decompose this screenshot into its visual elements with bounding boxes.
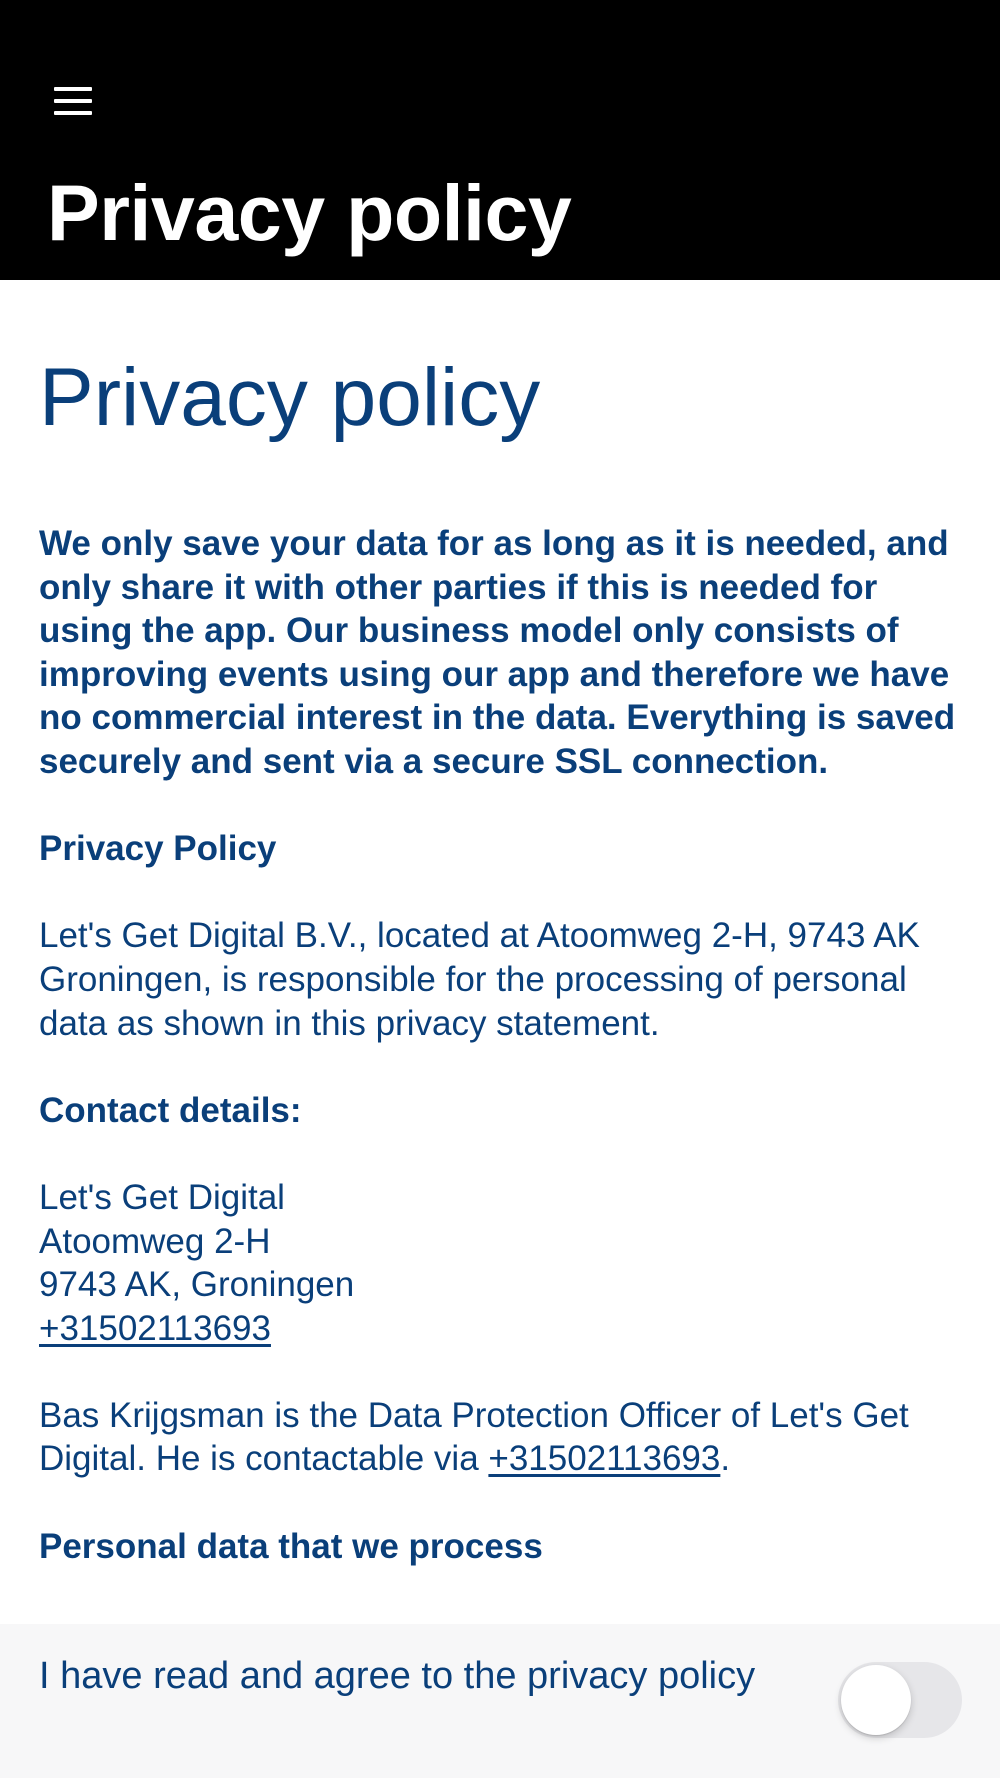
contact-street: Atoomweg 2-H — [39, 1221, 271, 1261]
menu-button[interactable] — [40, 68, 106, 134]
dpo-text-end: . — [720, 1439, 731, 1479]
contact-phone-link[interactable]: +31502113693 — [39, 1308, 271, 1348]
dpo-text: Bas Krijgsman is the Data Protection Officer of Let's Get Digital. He is contactable via — [39, 1395, 909, 1479]
agreement-bar — [0, 1624, 1000, 1778]
intro-paragraph: We only save your data for as long as it is needed, and only share it with other parties if this is needed for using the app. Our business model only consists of improving events using our app and therefore we have no commercial interest in the data. Everything is saved securely and sent via a secure SSL connection. — [39, 524, 956, 781]
header-title: Privacy policy — [47, 168, 572, 257]
agree-toggle[interactable] — [838, 1662, 962, 1738]
hamburger-menu-icon — [54, 87, 92, 115]
contact-details-heading: Contact details: — [39, 1090, 302, 1130]
policy-content[interactable] — [39, 280, 969, 1624]
header-bar — [0, 0, 1000, 280]
dpo-paragraph — [39, 1394, 969, 1481]
contact-name: Let's Get Digital — [39, 1177, 285, 1217]
policy-body — [39, 522, 969, 1612]
agree-label: I have read and agree to the privacy policy — [39, 1655, 756, 1697]
toggle-knob — [841, 1665, 911, 1735]
contact-city: 9743 AK, Groningen — [39, 1265, 355, 1305]
responsible-paragraph: Let's Get Digital B.V., located at Atoomweg 2-H, 9743 AK Groningen, is responsible for the processing of personal data as shown in this privacy statement. — [39, 916, 920, 1043]
dpo-phone-link[interactable]: +31502113693 — [488, 1439, 721, 1479]
contact-address — [39, 1176, 969, 1350]
privacy-policy-heading: Privacy Policy — [39, 829, 277, 869]
personal-data-heading: Personal data that we process — [39, 1526, 543, 1566]
page-heading: Privacy policy — [39, 352, 541, 443]
